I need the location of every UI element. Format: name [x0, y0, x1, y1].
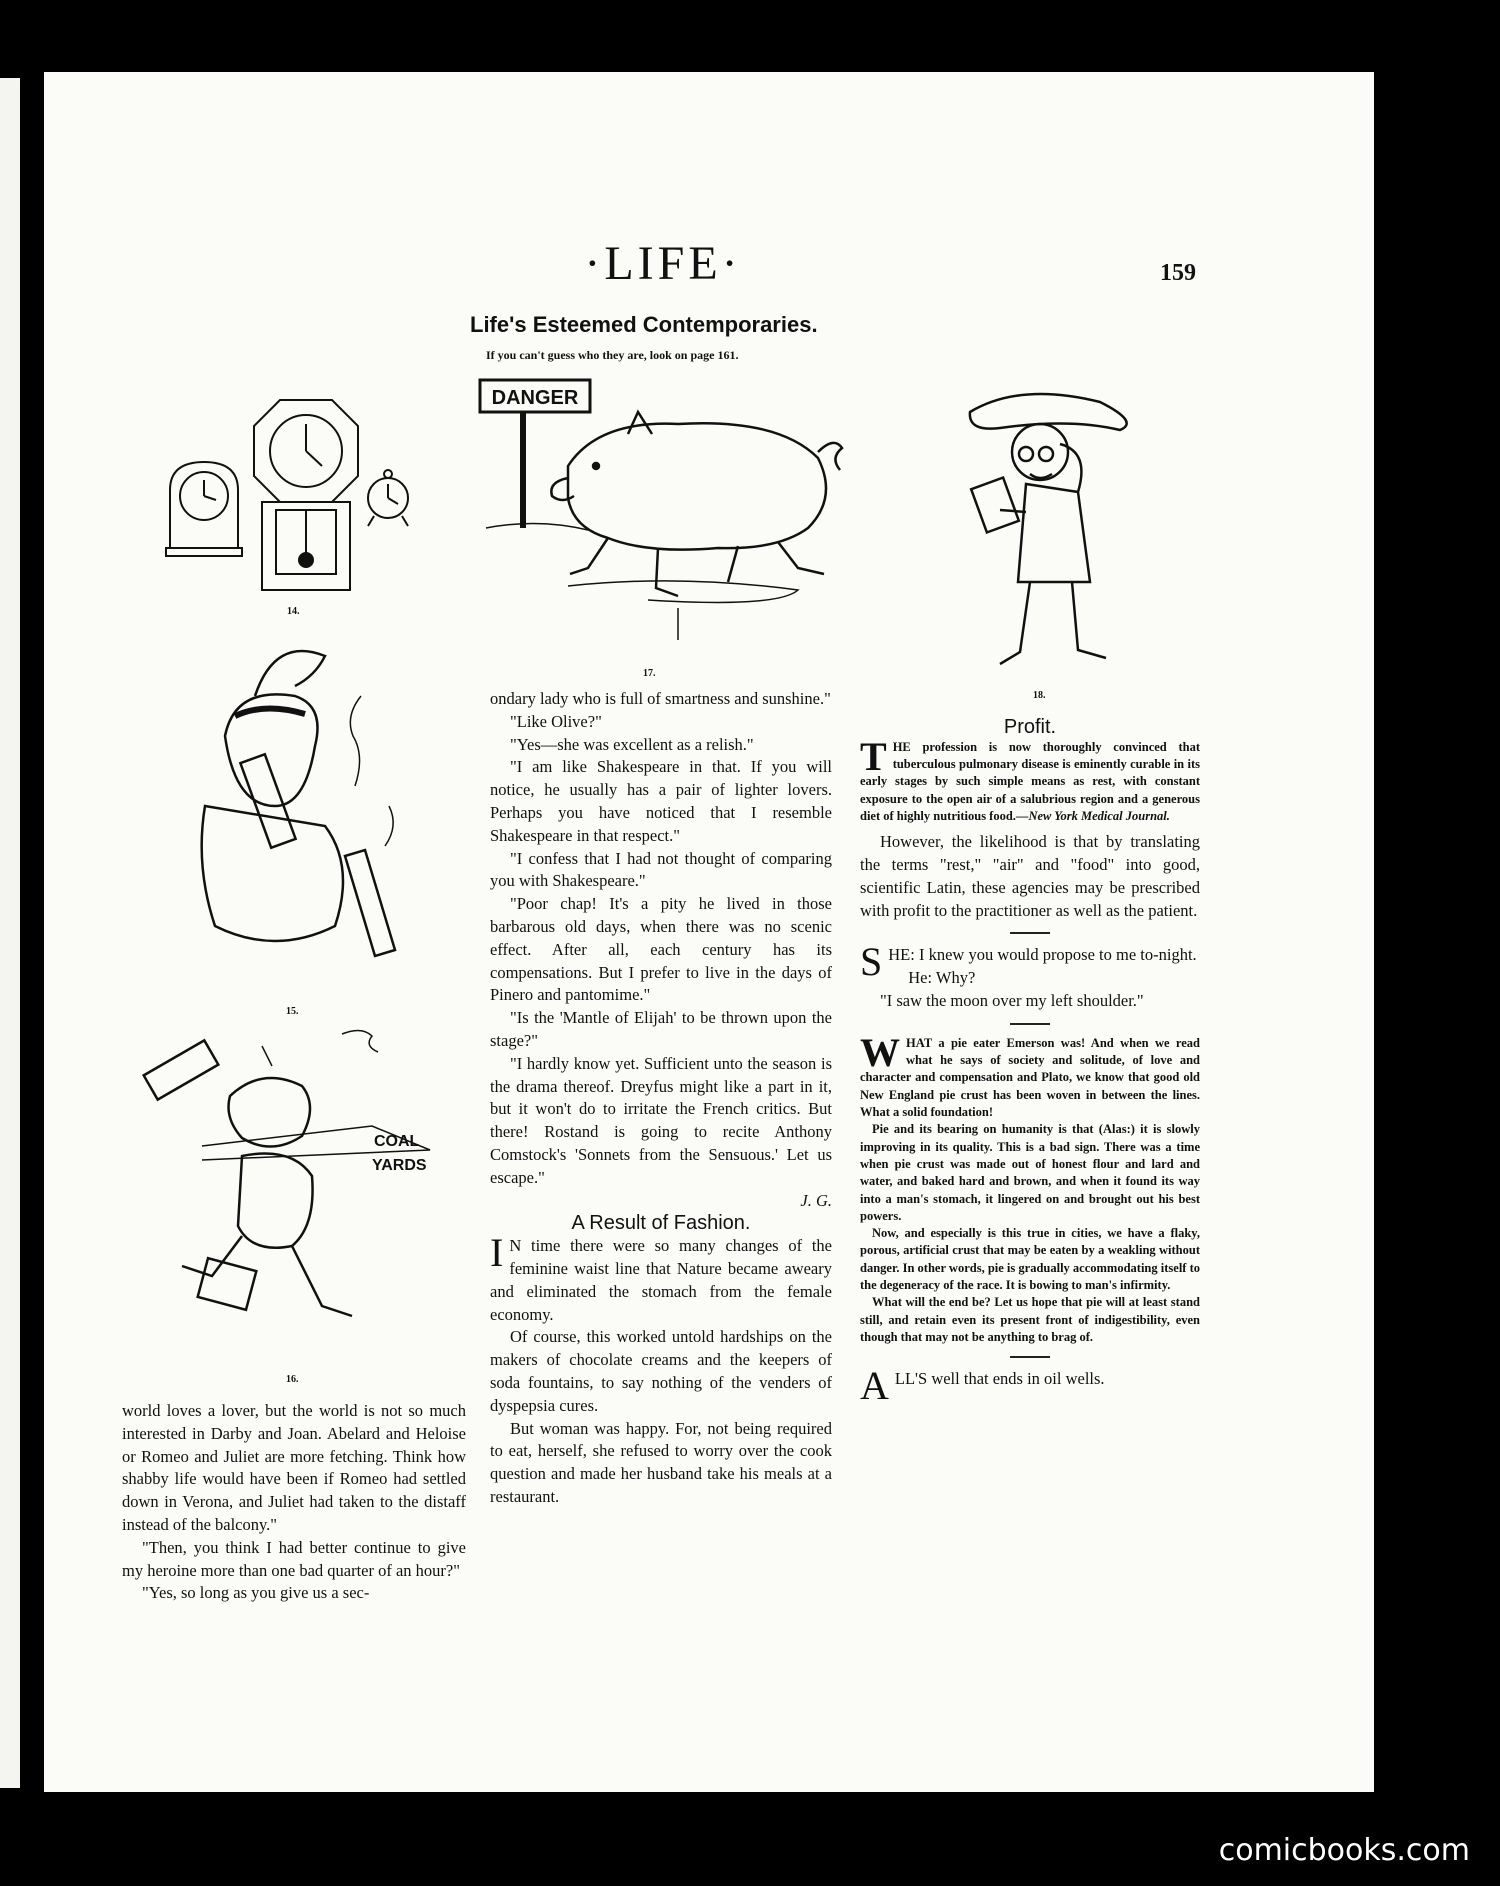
- pie-item: [860, 1029, 1200, 1346]
- col1-paragraph: "Yes, so long as you give us a sec-: [142, 1583, 370, 1603]
- clocks-illustration: [162, 380, 432, 600]
- column-3: [860, 716, 1200, 1409]
- feature-title: Life's Esteemed Contemporaries.: [470, 312, 818, 337]
- col1-paragraph: "Then, you think I had better continue to give my heroine more than one bad quarter of an hour?": [122, 1537, 466, 1580]
- pie-paragraph: Pie and its bearing on humanity is that (Alas:) it is slowly improving in its quality. This is a bad sign. There was a time when pie crust was made out of honest flour and lard and water, and baked hard and brown, and when it found its way into a man's stomach, it lingered on and brought out his best powers.: [860, 1122, 1200, 1223]
- fashion-paragraph: N time there were so many changes of the feminine waist line that Nature became aweary and eliminated the stomach from the female economy.: [490, 1236, 832, 1324]
- pie-paragraph: Now, and especially is this true in cities, we have a flaky, porous, artificial crust that may be eaten by a weakling without danger. In other words, pie is gradually accommodating itself to the degeneracy of the race. It is bowing to man's infirmity.: [860, 1226, 1200, 1293]
- drop-cap: A: [860, 1363, 889, 1409]
- fashion-paragraph: But woman was happy. For, not being required to eat, herself, she refused to worry over the cook question and made her husband take his meals at a restaurant.: [490, 1418, 832, 1506]
- caption-17: 17.: [643, 668, 656, 679]
- caption-18: 18.: [1033, 690, 1046, 701]
- pig-illustration: [478, 378, 908, 668]
- drop-cap: W: [860, 1029, 900, 1075]
- col2-paragraph: "Poor chap! It's a pity he lived in those barbarous old days, when there was no scenic effect. After all, each century has its compensations. But I prefer to live in the days of Pinero and pantomime.": [490, 894, 832, 1005]
- profit-heading: Profit.: [1003, 716, 1057, 738]
- col2-paragraph: "Yes—she was excellent as a relish.": [510, 734, 754, 754]
- divider: [1010, 1023, 1050, 1025]
- divider: [1010, 1356, 1050, 1358]
- drop-cap: I: [490, 1230, 504, 1276]
- profit-quote-text: HE profession is now thoroughly convinced that tuberculous pulmonary disease is eminently curable in its early stages by such simple means as rest, with constant exposure to the open air of a salubrious region and a generous diet of highly nutritious food.—: [860, 739, 1200, 823]
- caption-14: 14.: [287, 606, 300, 617]
- col2-paragraph: "I confess that I had not thought of comparing you with Shakespeare.": [490, 848, 832, 891]
- watermark: comicbooks.com: [1218, 1833, 1470, 1868]
- caption-16: 16.: [286, 1374, 299, 1385]
- danger-sign-text: DANGER: [491, 387, 579, 409]
- signature: J. G.: [800, 1190, 832, 1210]
- pipe-smoker-illustration: [185, 636, 435, 996]
- fashion-paragraph: Of course, this worked untold hardships on the makers of chocolate creams and the keepers of soda fountains, to say nothing of the venders of dyspepsia cures.: [490, 1327, 832, 1415]
- divider: [1010, 932, 1050, 934]
- reader-illustration: [960, 382, 1140, 692]
- oil-wells-line: LL'S well that ends in oil wells.: [894, 1369, 1105, 1389]
- column-1: [122, 1400, 466, 1605]
- col2-paragraph: "Is the 'Mantle of Elijah' to be thrown upon the stage?": [490, 1008, 832, 1050]
- caption-15: 15.: [286, 1006, 299, 1017]
- he-line: He: Why?: [908, 968, 976, 988]
- adjacent-page-edge: [0, 78, 20, 1788]
- profit-paragraph: However, the likelihood is that by translating the terms "rest," "air" and "food" into good, scientific Latin, these agencies may be prescribed with profit to the practitioner as well as the patient.: [860, 832, 1200, 920]
- column-2: [490, 688, 832, 1509]
- col2-paragraph: "Like Olive?": [510, 711, 602, 731]
- she-line: HE: I knew you would propose to me to-night.: [888, 945, 1197, 965]
- col2-paragraph: "I am like Shakespeare in that. If you will notice, he usually has a pair of lighter lovers. Perhaps you have noticed that I resemble Shakespeare in that respect.": [490, 757, 832, 845]
- profit-source: New York Medical Journal.: [1028, 808, 1170, 823]
- drop-cap: T: [860, 733, 887, 779]
- pie-paragraph: What will the end be? Let us hope that pie will at least stand still, and retain even its present front of indigestibility, even though that may not be anything to brag of.: [860, 1295, 1200, 1344]
- fashion-heading: A Result of Fashion.: [571, 1212, 751, 1235]
- coal-sign-text: COAL: [374, 1133, 420, 1150]
- feature-subtitle: If you can't guess who they are, look on page 161.: [486, 348, 739, 362]
- page-number: 159: [1160, 260, 1196, 286]
- drop-cap: S: [860, 939, 883, 985]
- yards-sign-text: YARDS: [372, 1157, 427, 1174]
- profit-quote: [860, 733, 1200, 825]
- she-line: "I saw the moon over my left shoulder.": [880, 991, 1144, 1011]
- masthead: ·LIFE·: [584, 237, 742, 290]
- col2-paragraph: "I hardly know yet. Sufficient unto the season is the drama thereof. Dreyfus might like a part in it, but it won't do to irritate the French critics. But there! Rostand is going to recite Anthony Comstock's 'Sonnets from the Sensuous.' Let us escape.": [490, 1053, 832, 1187]
- coal-yards-illustration: [142, 1026, 442, 1366]
- col2-paragraph: ondary lady who is full of smartness and sunshine.": [490, 689, 831, 708]
- col1-paragraph: world loves a lover, but the world is not so much interested in Darby and Joan. Abelard and Heloise or Romeo and Juliet are more fetching. Think how shabby life would have been if Romeo had settled down in Verona, and Juliet had taken to the distaff instead of the balcony.": [122, 1401, 466, 1534]
- pie-paragraph: HAT a pie eater Emerson was! And when we read what he says of society and solitude, of love and character and compensation and Plato, we know that good old New England pie crust has been woven in between the lines. What a solid foundation!: [860, 1035, 1200, 1120]
